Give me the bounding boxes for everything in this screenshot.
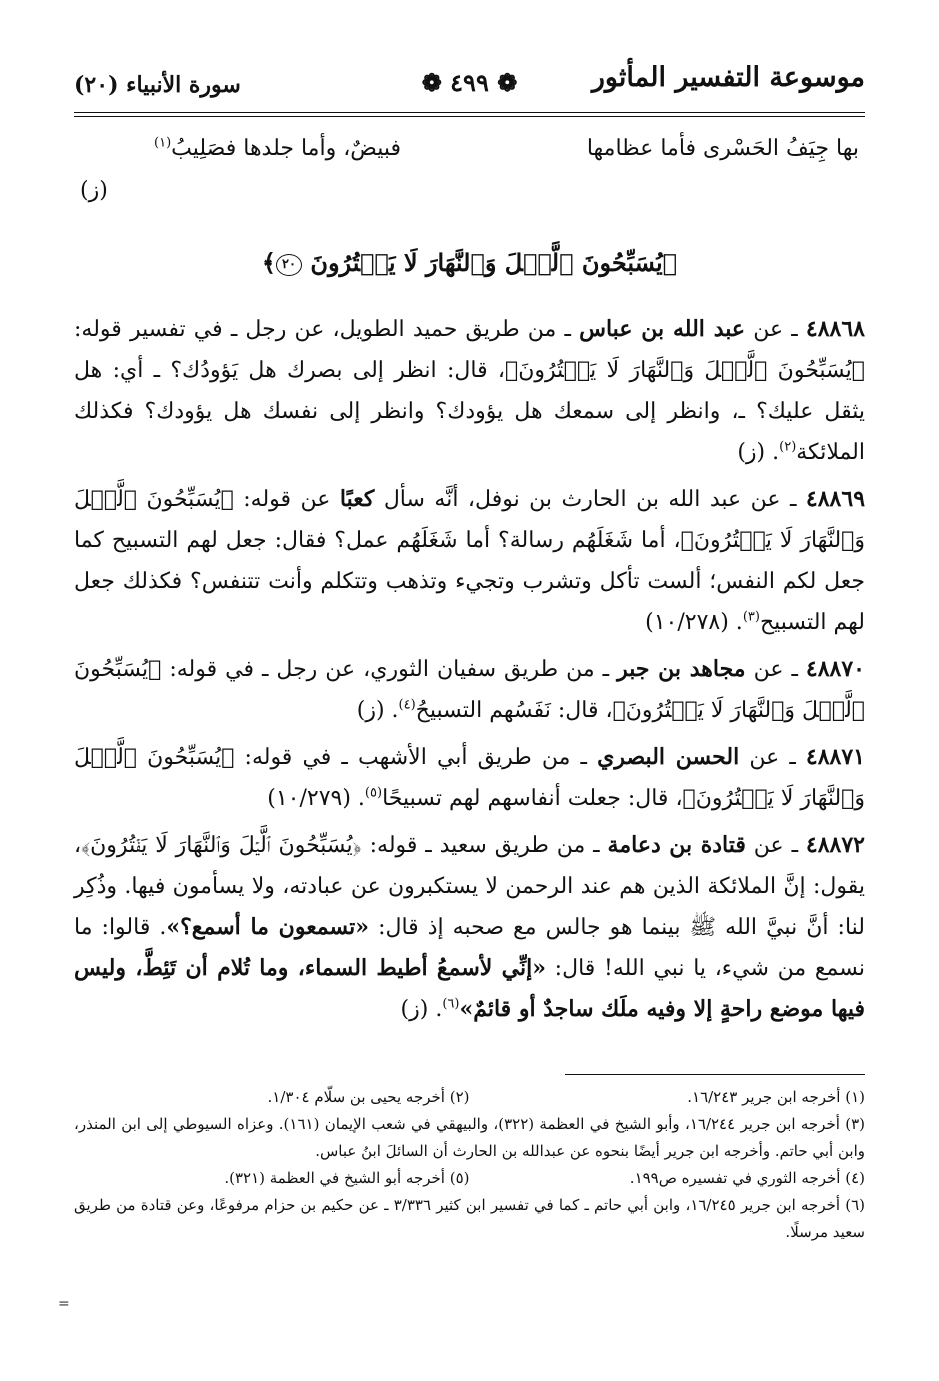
entry-48872: ٤٨٨٧٢ ـ عن قتادة بن دعامة ـ من طريق سعيد ـ قوله: ﴿يُسَبِّحُونَ ٱلَّيۡلَ وَٱلنَّهَارَ لَا يَفۡتُرُونَ﴾، يقول: إنَّ الملائكة الذين هم عند الرحمن لا يستكبرون عن عبادته، ولا يسأمون فيها. وذُكِر لنا: أنَّ نبيَّ الله ﷺ بينما هو جالس مع صحبه إذ قال: «تسمعون ما أسمع؟». قالوا: ما نسمع من شيء، يا نبي الله! قال: «إنِّي لأسمعُ أطيط السماء، وما تُلام أن تَئِطَّ، وليس فيها موضع راحةٍ إلا وفيه ملَك ساجدٌ أو قائمٌ»$^{(٦)}$. (ز): [74, 832, 865, 1022]
footnotes: [74, 1084, 865, 1246]
surah-title: سورة الأنبياء (٢٠): [74, 72, 241, 98]
narrator-name: مجاهد بن جبر: [617, 656, 746, 682]
header-rule-secondary: [74, 116, 865, 117]
footnote-ref: (١): [154, 135, 172, 151]
poem-hemistich-left: فبيضٌ، وأما جلدها فصَلِيبُ$^{(١)}$: [154, 135, 402, 161]
source-code: . (ز): [400, 997, 443, 1022]
entry-48871: ٤٨٨٧١ ـ عن الحسن البصري ـ من طريق أبي الأشهب ـ في قوله: ﴿يُسَبِّحُونَ ٱلَّيۡلَ وَٱلنَّهَارَ لَا يَفۡتُرُونَ﴾، قال: جعلت أنفاسهم لهم تسبيحًا$^{(٥)}$. (١٠/٢٧٩): [74, 744, 865, 811]
entry-number: ٤٨٨٧٢: [805, 832, 865, 858]
margin-mark: =: [58, 1296, 70, 1312]
entry-number: ٤٨٨٧١: [805, 744, 865, 770]
ayah-close-bracket: ﴾: [261, 248, 276, 277]
ayah-text: ﴿يُسَبِّحُونَ ٱلَّيۡلَ وَٱلنَّهَارَ لَا يَفۡتُرُونَ: [310, 248, 678, 277]
footnote-3: (٣) أخرجه ابن جرير ١٦/٢٤٤، وأبو الشيخ في العظمة (٣٢٢)، والبيهقي في شعب الإيمان (١٦١). وعزاه السيوطي إلى ابن المنذر، وابن أبي حاتم. وأخرجه ابن جرير أيضًا بنحوه عن عبدالله بن الحارث أن السائلَ ابنُ عباس.: [74, 1115, 865, 1160]
narrator-name: عبد الله بن عباس: [579, 316, 746, 342]
footnote-ref: (٤): [398, 697, 416, 713]
footnote-1: (١) أخرجه ابن جرير ١٦/٢٤٣.: [687, 1088, 865, 1106]
footnote-5: (٥) أخرجه أبو الشيخ في العظمة (٣٢١).: [224, 1169, 470, 1187]
footnote-4: (٤) أخرجه الثوري في تفسيره ص١٩٩.: [629, 1169, 865, 1187]
source-code: . (١٠/٢٧٨): [645, 610, 743, 635]
footnote-2: (٢) أخرجه يحيى بن سلّام ١/٣٠٤.: [267, 1088, 470, 1106]
hadith-quote: «إنِّي لأسمعُ أطيط السماء، وما تُلام أن تَئِطَّ، وليس فيها موضع راحةٍ إلا وفيه ملَك ساجدٌ أو قائمٌ»: [74, 955, 865, 1022]
footnote-ref: (٣): [742, 609, 760, 625]
main-text: [74, 128, 865, 1036]
ayah-number-icon: ٢٠: [276, 254, 302, 276]
narrator-name: كعبًا: [339, 486, 375, 512]
footnote-row: [74, 1165, 865, 1192]
entry-48870: ٤٨٨٧٠ ـ عن مجاهد بن جبر ـ من طريق سفيان الثوري، عن رجل ـ في قوله: ﴿يُسَبِّحُونَ ٱلَّيۡلَ وَٱلنَّهَارَ لَا يَفۡتُرُونَ﴾، قال: نَفَسُهم التسبيحُ$^{(٤)}$. (ز): [74, 656, 865, 723]
book-title: موسوعة التفسير المأثور: [591, 62, 865, 93]
footnote-ref: (٢): [779, 439, 797, 455]
entry-48869: ٤٨٨٦٩ ـ عن عبد الله بن الحارث بن نوفل، أنَّه سأل كعبًا عن قوله: ﴿يُسَبِّحُونَ ٱلَّيۡلَ وَٱلنَّهَارَ لَا يَفۡتُرُونَ﴾، أما شَغَلَهُم رسالة؟ أما شَغَلَهُم عمل؟ فقال: جعل لهم التسبيح كما جعل لكم النفس؛ ألست تأكل وتشرب وتجيء وتذهب وتتكلم وأنت تتنفس؟ فكذلك جعل لهم التسبيح$^{(٣)}$. (١٠/٢٧٨): [74, 486, 866, 635]
entry-number: ٤٨٨٦٨: [805, 316, 865, 342]
page-header: [74, 62, 865, 112]
footnote-6: (٦) أخرجه ابن جرير ١٦/٢٤٥، وابن أبي حاتم ـ كما في تفسير ابن كثير ٣/٣٣٦ ـ عن حكيم بن حزام مرفوعًا، وعن قتادة من طريق سعيد مرسلًا.: [74, 1196, 866, 1241]
narrator-name: الحسن البصري: [597, 744, 740, 770]
ornament-icon: ❁: [497, 68, 518, 97]
source-code: . (١٠/٢٧٩): [267, 786, 365, 811]
source-code: . (ز): [356, 698, 399, 723]
footnote-row: [74, 1084, 865, 1111]
footnote-rule: [565, 1074, 865, 1075]
page-number-text: ٤٩٩: [450, 68, 489, 97]
header-rule: [74, 112, 865, 113]
footnote-ref: (٦): [442, 996, 460, 1012]
source-code: . (ز): [737, 440, 780, 465]
hadith-quote: «تسمعون ما أسمع؟»: [166, 914, 370, 940]
entry-number: ٤٨٨٦٩: [805, 486, 866, 512]
poem-code: (ز): [80, 178, 108, 203]
entry-number: ٤٨٨٧٠: [805, 656, 865, 682]
ornament-icon: ❁: [421, 68, 442, 97]
poem-verse: [74, 128, 865, 170]
narrator-name: قتادة بن دعامة: [607, 832, 746, 858]
footnote-ref: (٥): [364, 785, 383, 801]
ayah-heading: [74, 242, 865, 283]
poem-hemistich-right: بها جِيَفُ الحَسْرى فأما عظامها: [586, 136, 859, 161]
entry-48868: ٤٨٨٦٨ ـ عن عبد الله بن عباس ـ من طريق حميد الطويل، عن رجل ـ في تفسير قوله: ﴿يُسَبِّحُونَ ٱلَّيۡلَ وَٱلنَّهَارَ لَا يَفۡتُرُونَ﴾، قال: انظر إلى بصرك هل يَؤودُك؟ ـ أي: هل يثقل عليك؟ ـ، وانظر إلى سمعك هل يؤودك؟ وانظر إلى نفسك هل يؤودك؟ فكذلك الملائكة$^{(٢)}$. (ز): [74, 316, 865, 465]
